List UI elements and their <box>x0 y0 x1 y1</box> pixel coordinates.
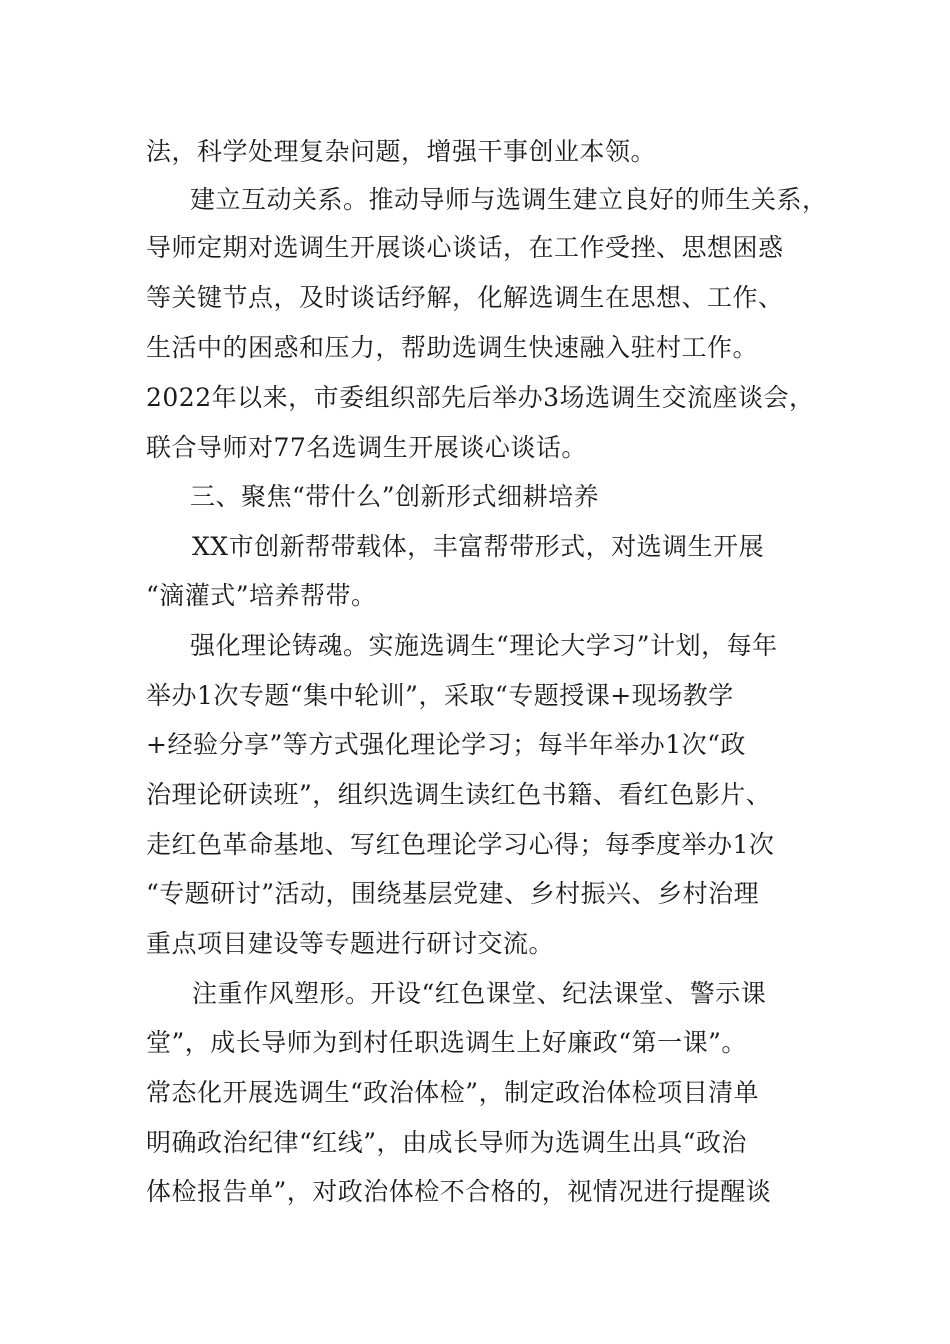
text-line: 生活中的困惑和压力，帮助选调生快速融入驻村工作。 <box>146 333 759 362</box>
text-line: 联合导师对77名选调生开展谈心谈话。 <box>146 433 587 462</box>
text-line: 等关键节点，及时谈话纾解，化解选调生在思想、工作、 <box>146 283 784 312</box>
text-line: “滴灌式”培养帮带。 <box>146 581 377 610</box>
text-line: 堂”，成长导师为到村任职选调生上好廉政“第一课”。 <box>146 1028 747 1057</box>
text-line: 常态化开展选调生“政治体检”，制定政治体检项目清单 <box>146 1078 760 1107</box>
paragraph-style-heading: 注重作风塑形。开设“红色课堂、纪法课堂、警示课 <box>192 979 767 1008</box>
text-line: 重点项目建设等专题进行研讨交流。 <box>146 929 555 958</box>
text-line: +经验分享”等方式强化理论学习；每半年举办1次“政 <box>146 730 746 759</box>
section-heading: 三、聚焦“带什么”创新形式细耕培养 <box>190 482 600 511</box>
text-line: 2022年以来，市委组织部先后举办3场选调生交流座谈会， <box>146 383 815 412</box>
text-line: 走红色革命基地、写红色理论学习心得；每季度举办1次 <box>146 830 775 859</box>
text-line: 明确政治纪律“红线”，由成长导师为选调生出具“政治 <box>146 1128 747 1157</box>
text-line: 导师定期对选调生开展谈心谈话，在工作受挫、思想困惑 <box>146 233 784 262</box>
text-line: 治理论研读班”，组织选调生读红色书籍、看红色影片、 <box>146 780 772 809</box>
paragraph-start: XX市创新帮带载体，丰富帮带形式，对选调生开展 <box>192 532 765 561</box>
text-line: 法，科学处理复杂问题，增强干事创业本领。 <box>146 137 657 166</box>
text-line: “专题研讨”活动，围绕基层党建、乡村振兴、乡村治理 <box>146 879 760 908</box>
text-line: 举办1次专题“集中轮训”，采取“专题授课+现场教学 <box>146 681 734 710</box>
text-line: 体检报告单”，对政治体检不合格的，视情况进行提醒谈 <box>146 1177 772 1206</box>
paragraph-interaction-heading: 建立互动关系。推动导师与选调生建立良好的师生关系， <box>190 185 828 214</box>
paragraph-theory-heading: 强化理论铸魂。实施选调生“理论大学习”计划，每年 <box>190 631 778 660</box>
